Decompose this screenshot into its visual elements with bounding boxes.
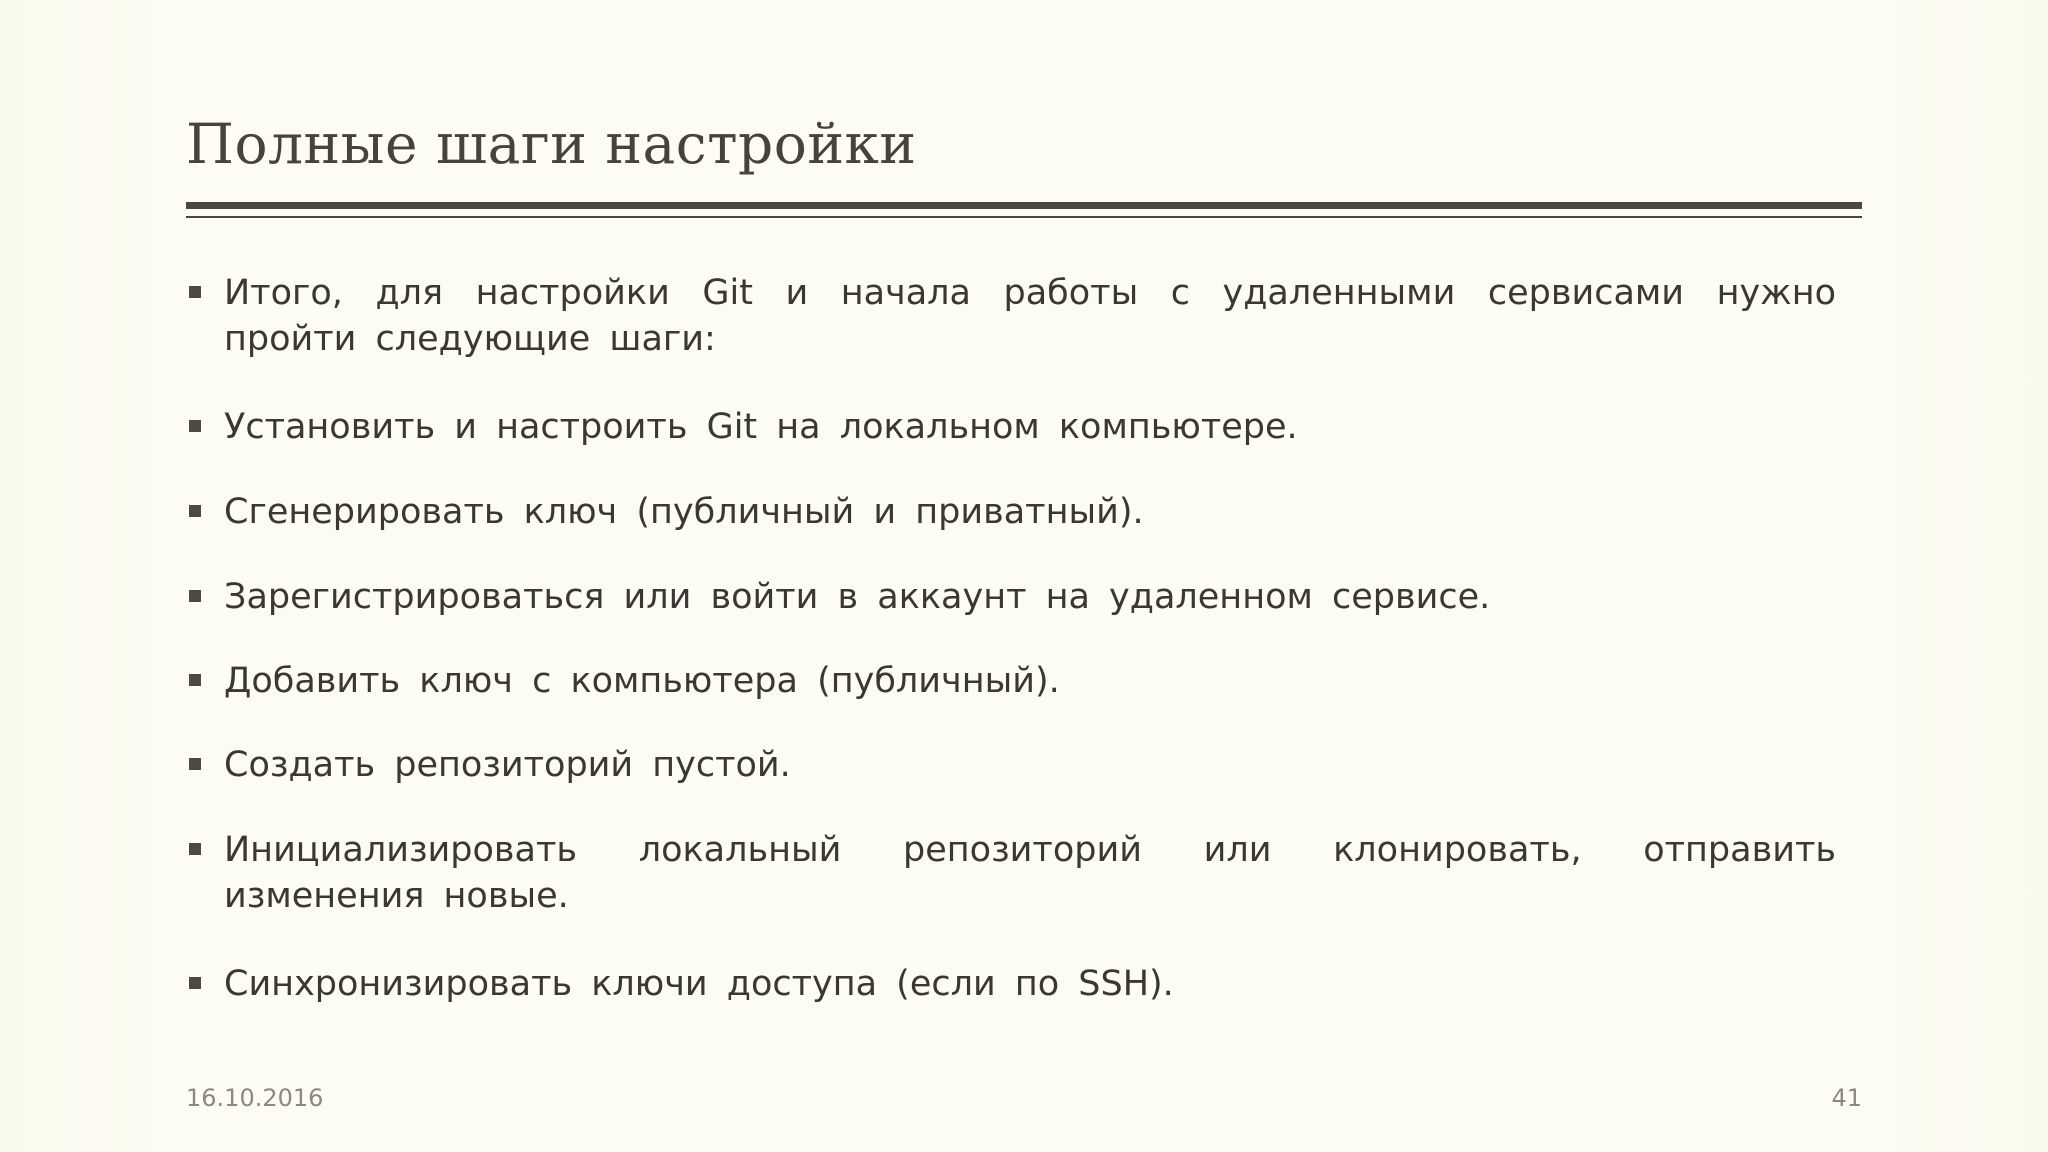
- square-bullet-icon: [189, 420, 201, 432]
- bullet-text: Синхронизировать ключи доступа (если по SSH).: [224, 964, 1174, 1004]
- bullet-text: Создать репозиторий пустой.: [224, 745, 791, 785]
- bullet-text: Сгенерировать ключ (публичный и приватный).: [224, 492, 1144, 532]
- square-bullet-icon: [189, 977, 201, 989]
- title-divider-thick: [186, 202, 1862, 209]
- bullet-item: [186, 827, 1836, 919]
- bullet-item: [186, 489, 1836, 535]
- footer-date: 16.10.2016: [186, 1084, 324, 1112]
- title-divider-thin: [186, 216, 1862, 218]
- bullet-item: [186, 742, 1836, 788]
- bullet-item: [186, 961, 1836, 1007]
- bullet-item: [186, 404, 1836, 450]
- square-bullet-icon: [189, 590, 201, 602]
- bullet-text: Инициализировать локальный репозиторий или клонировать, отправить изменения новые.: [224, 830, 1836, 916]
- bullet-text: Итого, для настройки Git и начала работы с удаленными сервисами нужно пройти следующие шаги:: [224, 273, 1836, 359]
- square-bullet-icon: [189, 674, 201, 686]
- bullet-text: Добавить ключ с компьютера (публичный).: [224, 661, 1060, 701]
- square-bullet-icon: [189, 758, 201, 770]
- slide-number: 41: [1831, 1084, 1862, 1112]
- bullet-text: Установить и настроить Git на локальном компьютере.: [224, 407, 1298, 447]
- slide-title: Полные шаги настройки: [186, 112, 917, 176]
- square-bullet-icon: [189, 843, 201, 855]
- square-bullet-icon: [189, 286, 201, 298]
- bullet-item: [186, 658, 1836, 704]
- square-bullet-icon: [189, 505, 201, 517]
- bullet-item: [186, 270, 1836, 362]
- bullet-item: [186, 574, 1836, 620]
- bullet-text: Зарегистрироваться или войти в аккаунт на удаленном сервисе.: [224, 577, 1491, 617]
